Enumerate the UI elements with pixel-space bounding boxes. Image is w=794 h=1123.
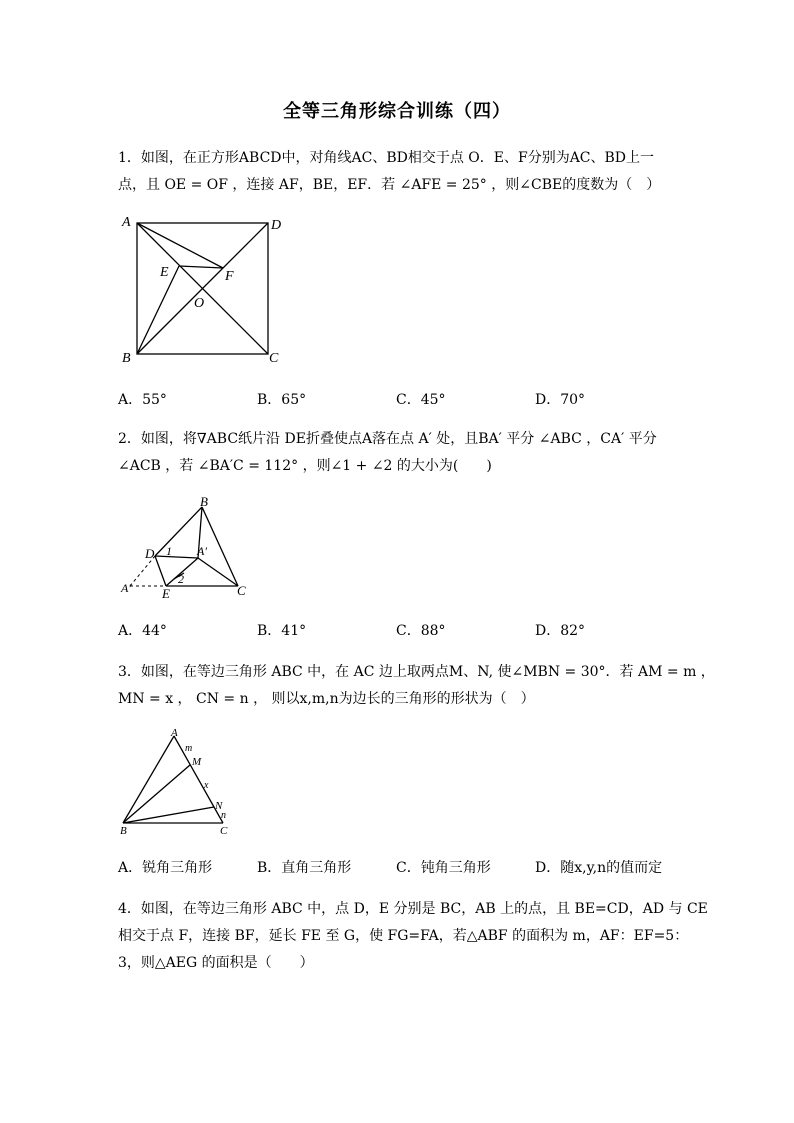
q2-label-d: D [145, 546, 155, 561]
q3-option-b[interactable]: B．直角三角形 [257, 860, 352, 876]
q1-label-f: F [225, 269, 234, 284]
q2-label-a: A′ [121, 581, 131, 595]
q2-line-2: ∠ACB ，若 ∠BA′C = 112° ，则∠1 + ∠2 的大小为( ) [118, 458, 492, 474]
q1-label-b: B [122, 351, 131, 366]
q4-line-3: 3，则△AEG 的面积是（ ） [118, 955, 314, 971]
q3-option-a[interactable]: A．锐角三角形 [118, 860, 213, 876]
q3-label-x-len: x [204, 780, 209, 791]
q1-option-d[interactable]: D．70° [535, 392, 586, 408]
q2-option-c[interactable]: C．88° [396, 623, 446, 639]
q2-label-e: E [162, 586, 170, 601]
q3-line-2: MN = x ， CN = n ， 则以x,m,n为边长的三角形的形状为（ ） [118, 691, 535, 707]
q1-line-1: 1．如图，在正方形ABCD中，对角线AC、BD相交于点 O．E、F分别为AC、BD上一 [118, 150, 655, 166]
q4-line-2: 相交于点 F，连接 BF，延长 FE 至 G，使 FG=FA，若△ABF 的面积为 m，AF：EF=5： [118, 928, 689, 944]
q1-label-d: D [271, 218, 282, 233]
q2-figure-fold [118, 493, 263, 603]
q2-label-aprime: A′ [197, 544, 207, 558]
q2-line-1: 2．如图，将∇ABC纸片沿 DE折叠使点A落在点 A′ 处，且BA′ 平分 ∠ABC ，CA′ 平分 [118, 431, 657, 447]
q1-option-c[interactable]: C．45° [396, 392, 446, 408]
q3-label-c: C [220, 825, 228, 837]
q3-option-d[interactable]: D．随x,y,n的值而定 [535, 860, 663, 876]
q1-label-c: C [269, 351, 279, 366]
q2-option-d[interactable]: D．82° [535, 623, 586, 639]
q3-label-n: N [215, 800, 223, 812]
q2-option-a[interactable]: A．44° [118, 623, 167, 639]
q1-label-e: E [160, 265, 169, 280]
page-title: 全等三角形综合训练（四） [283, 101, 511, 122]
q2-label-angle2: 2 [178, 572, 184, 586]
q1-line-2: 点，且 OE = OF ，连接 AF，BE，EF．若 ∠AFE = 25° ，则∠CBE的度数为（ ） [118, 177, 661, 193]
q3-line-1: 3．如图，在等边三角形 ABC 中，在 AC 边上取两点M、N, 使∠MBN = 30°．若 AM = m ， [118, 664, 715, 680]
q2-option-b[interactable]: B．41° [257, 623, 307, 639]
q3-figure-equilateral [118, 727, 243, 839]
q1-label-a: A [122, 215, 131, 230]
q2-label-b: B [200, 494, 208, 509]
q4-line-1: 4．如图，在等边三角形 ABC 中，点 D，E 分别是 BC，AB 上的点，且 BE=CD，AD 与 CE [118, 901, 708, 917]
q3-label-b: B [120, 825, 127, 837]
q2-label-c: C [237, 583, 246, 598]
q3-label-n-len: n [221, 810, 226, 821]
q3-label-a: A [171, 727, 178, 739]
q1-figure-square [118, 212, 298, 367]
q3-label-m-len: m [185, 743, 193, 754]
q2-label-angle1: 1 [166, 544, 172, 558]
q1-label-o: O [194, 296, 205, 311]
q1-option-a[interactable]: A．55° [118, 392, 167, 408]
q3-label-m: M [192, 756, 202, 768]
q1-option-b[interactable]: B．65° [257, 392, 307, 408]
q3-option-c[interactable]: C．钝角三角形 [396, 860, 491, 876]
